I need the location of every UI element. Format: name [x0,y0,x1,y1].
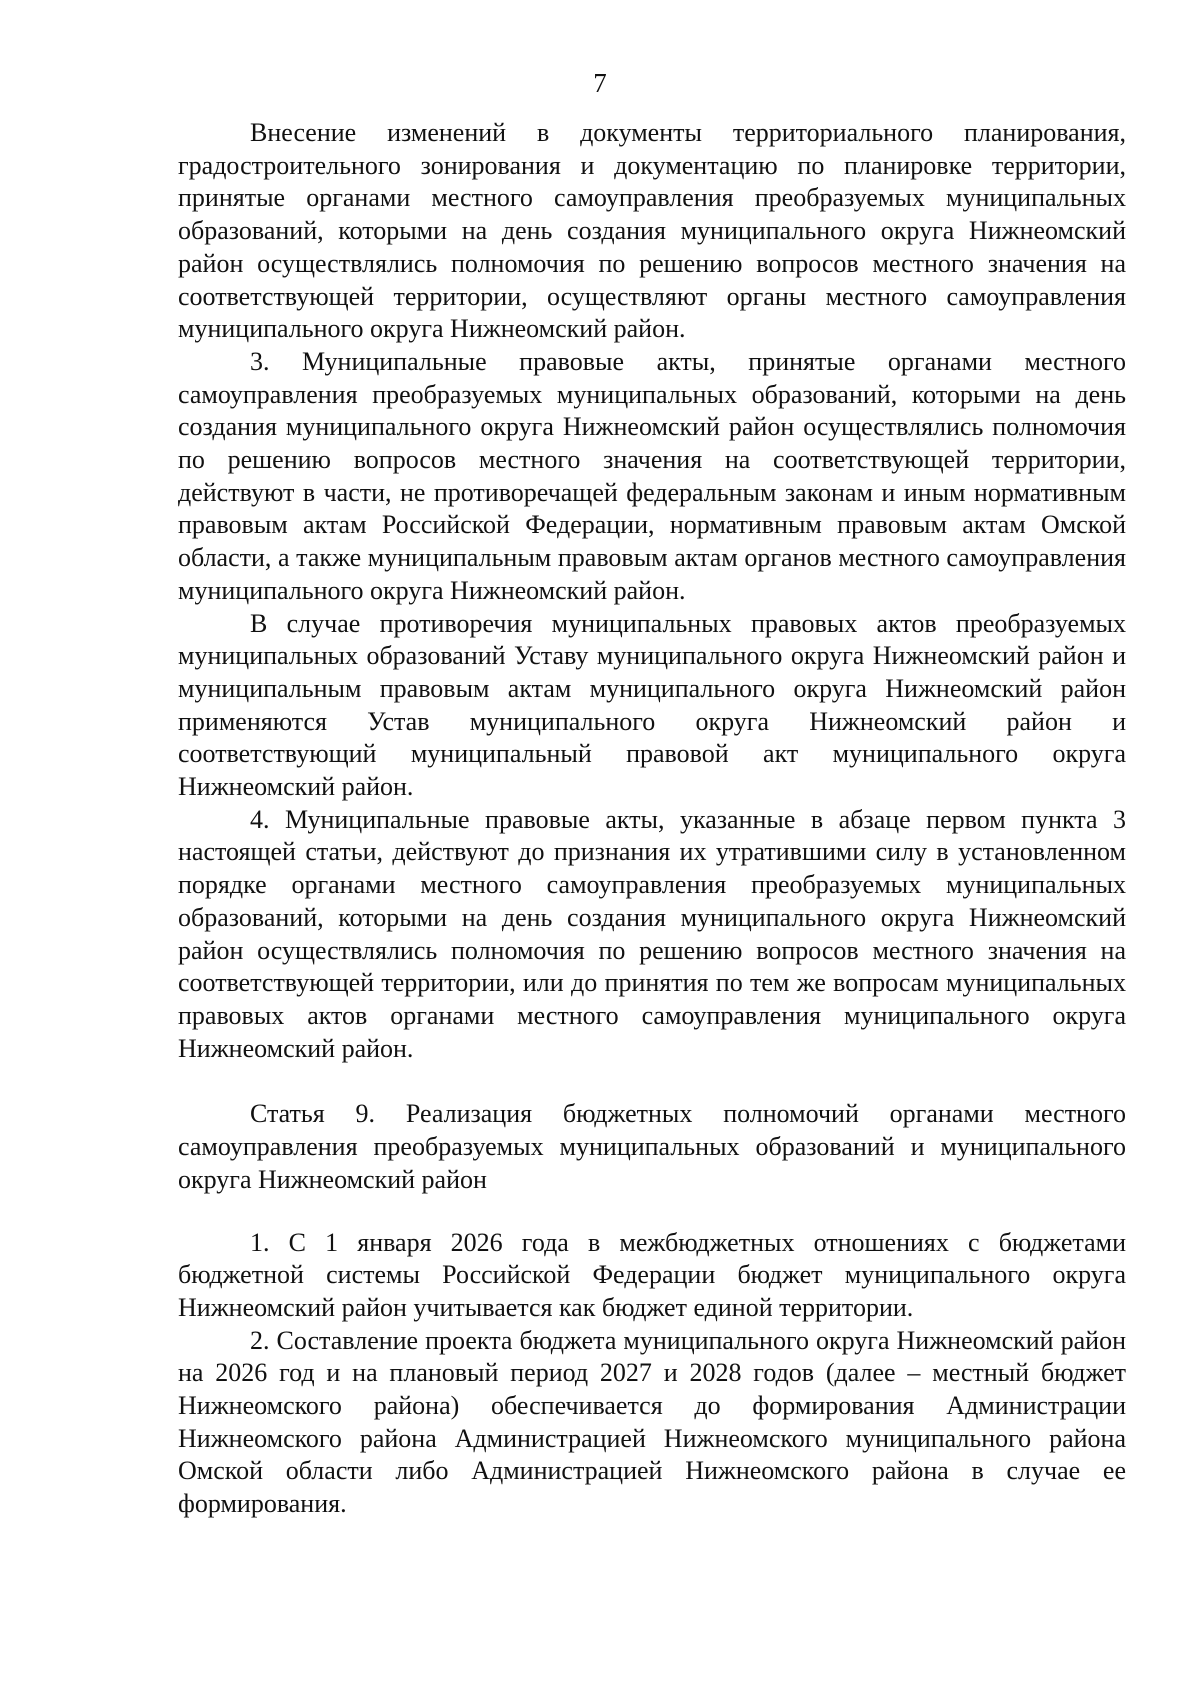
paragraph-point-3: 3. Муниципальные правовые акты, принятые органами местного самоуправления преобразуемых муниципальных образований, которыми на день создания муниципального округа Нижнеомский район осуществлялись полномочия по решению вопросов местного значения на соответствующей территории, действуют в части, не противоречащей федеральным законам и иным нормативным правовым актам Российской Федерации, нормативным правовым актам Омской области, а также муниципальным правовым актам органов местного самоуправления муниципального округа Нижнеомский район. [178,346,1126,605]
paragraph-point-4: 4. Муниципальные правовые акты, указанные в абзаце первом пункта 3 настоящей статьи, действуют до признания их утратившими силу в установленном порядке органами местного самоуправления преобразуемых муниципальных образований, которыми на день создания муниципального округа Нижнеомский район осуществлялись полномочия по решению вопросов местного значения на соответствующей территории, или до принятия по тем же вопросам муниципальных правовых актов органами местного самоуправления муниципального округа Нижнеомский район. [178,804,1126,1063]
article-9-heading: Статья 9. Реализация бюджетных полномочий органами местного самоуправления преобразуемых муниципальных образований и муниципального округа Нижнеомский район [178,1099,1126,1194]
spacer [178,1065,1126,1098]
document-body [178,117,1126,1521]
article-9-point-1: 1. С 1 января 2026 года в межбюджетных отношениях с бюджетами бюджетной системы Российской Федерации бюджет муниципального округа Нижнеомский район учитывается как бюджет единой территории. [178,1227,1126,1322]
article-9-point-2: 2. Составление проекта бюджета муниципального округа Нижнеомский район на 2026 год и на плановый период 2027 и 2028 годов (далее – местный бюджет Нижнеомского района) обеспечивается до формирования Администрации Нижнеомского района Администрацией Нижнеомского муниципального района Омской области либо Администрацией Нижнеомского района в случае ее формирования. [178,1325,1126,1519]
paragraph-territorial-planning: Внесение изменений в документы территориального планирования, градостроительного зонирования и документацию по планировке территории, принятые органами местного самоуправления преобразуемых муниципальных образований, которыми на день создания муниципального округа Нижнеомский район осуществлялись полномочия по решению вопросов местного значения на соответствующей территории, осуществляют органы местного самоуправления муниципального округа Нижнеомский район. [178,118,1126,344]
paragraph-contradiction-case: В случае противоречия муниципальных правовых актов преобразуемых муниципальных образований Уставу муниципального округа Нижнеомский район и муниципальным правовым актам муниципального округа Нижнеомский район применяются Устав муниципального округа Нижнеомский район и соответствующий муниципальный правовой акт муниципального округа Нижнеомский район. [178,608,1126,802]
page-number: 7 [593,68,607,98]
spacer [178,1197,1126,1227]
